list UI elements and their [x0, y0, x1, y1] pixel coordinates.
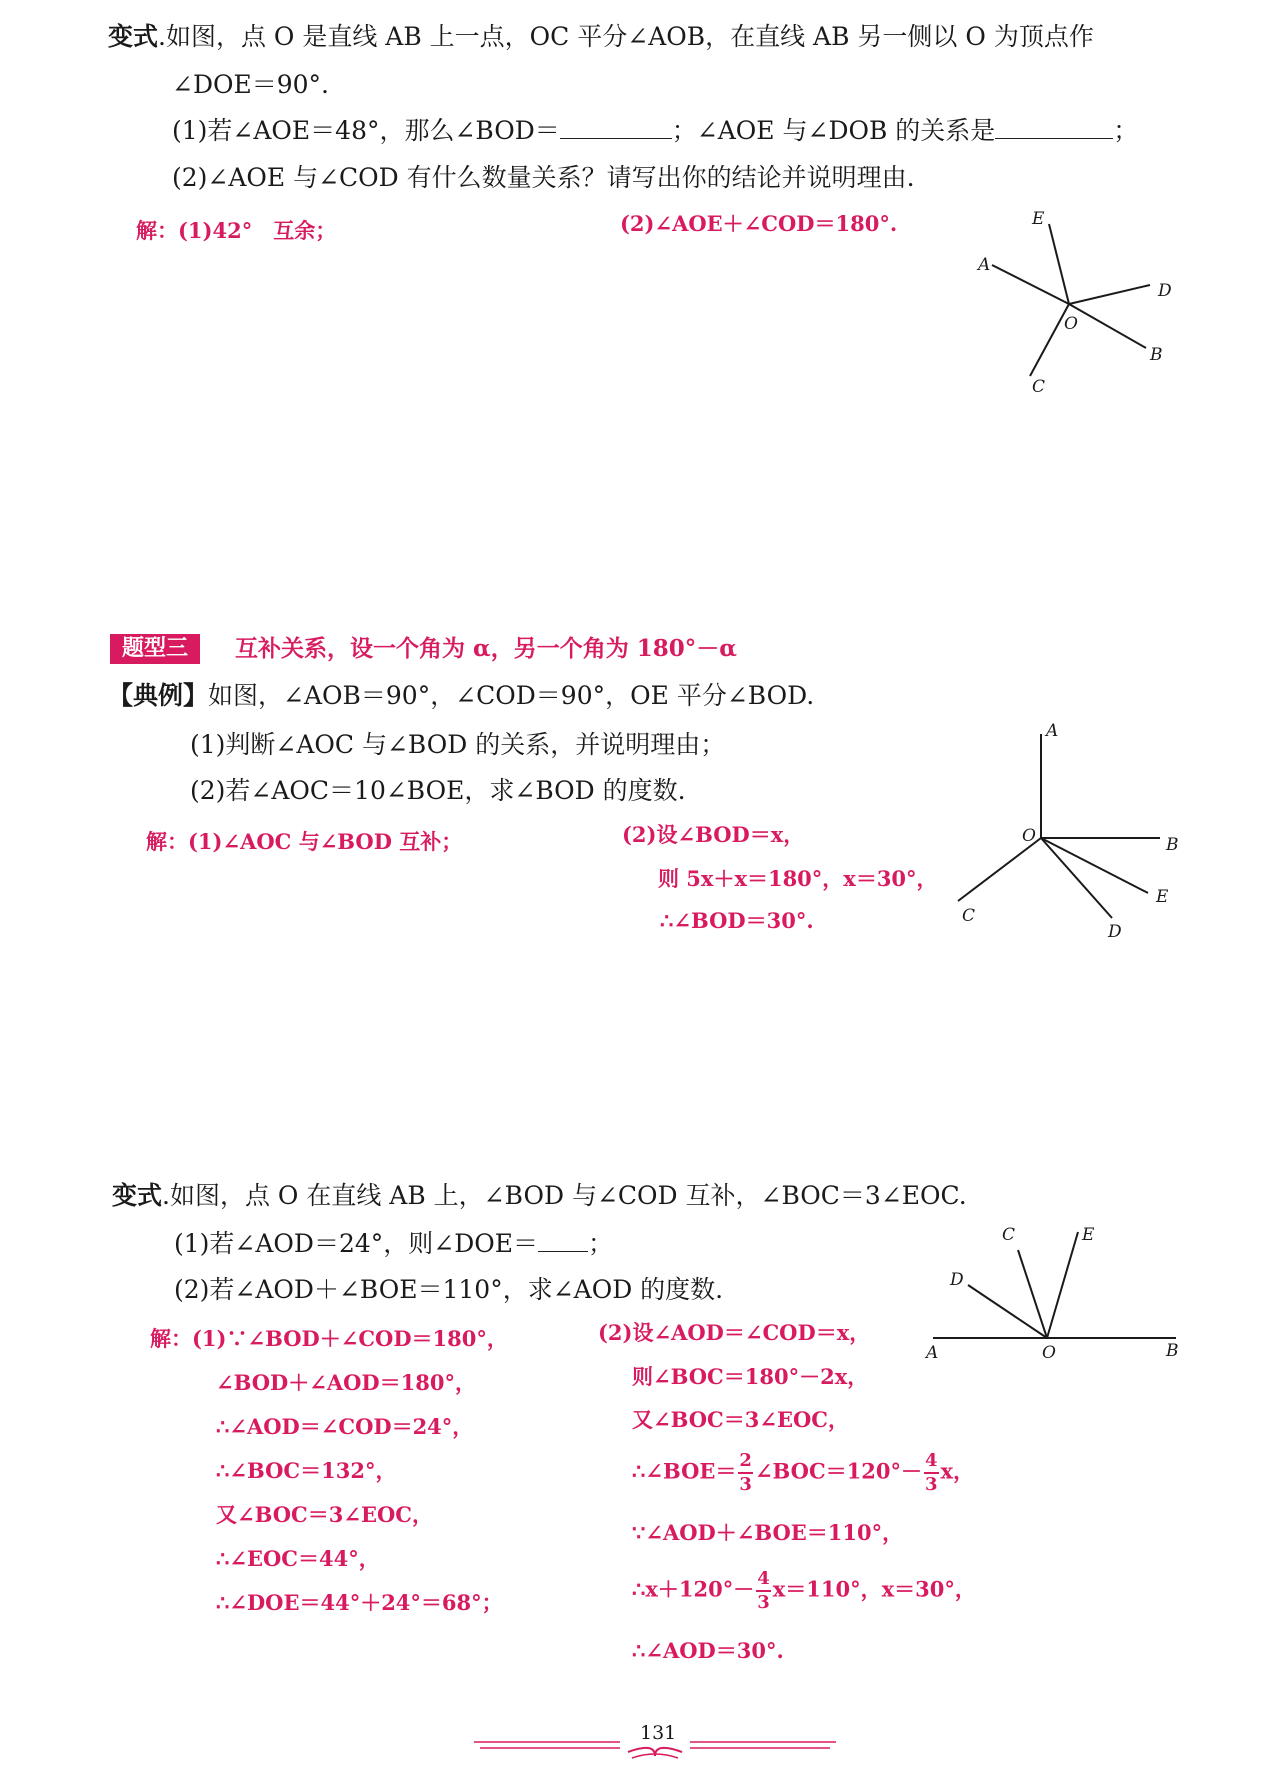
problem2-left-line2: ∠BOD＋∠AOD＝180°，	[216, 1370, 476, 1395]
fraction-denominator: 3	[739, 1474, 752, 1495]
line6-part-b: x＝110°，x＝30°，	[772, 1576, 976, 1602]
problem2-left-line4: ∴∠BOC＝132°，	[216, 1458, 397, 1483]
page-number: 131	[640, 1722, 677, 1744]
label-o: O	[1064, 314, 1078, 334]
line4-part-a: ∴∠BOE＝	[632, 1458, 737, 1484]
line4-part-b: ∠BOC＝120°－	[754, 1458, 923, 1484]
problem2-right-line1: (2)设∠AOD＝∠COD＝x，	[598, 1320, 871, 1345]
problem1-q1-part-b: ；∠AOE 与∠DOB 的关系是	[671, 116, 996, 145]
problem2-left-line6: ∴∠EOC＝44°，	[216, 1546, 380, 1571]
problem2-left-line3: ∴∠AOD＝∠COD＝24°，	[216, 1414, 474, 1439]
label-b: B	[1166, 1341, 1179, 1361]
problem2-right-line3: 又∠BOC＝3∠EOC，	[632, 1407, 849, 1432]
line4-part-c: x，	[940, 1458, 975, 1484]
problem1-q1-part-a: (1)若∠AOE＝48°，那么∠BOD＝	[172, 116, 560, 145]
example-question1: (1)判断∠AOC 与∠BOD 的关系，并说明理由；	[190, 730, 726, 759]
problem2-question2: (2)若∠AOD＋∠BOE＝110°，求∠AOD 的度数.	[174, 1275, 724, 1304]
label-c: C	[962, 906, 976, 926]
problem1-q1-part-c: ；	[1113, 116, 1139, 145]
example-answer2-line1: (2)设∠BOD＝x，	[622, 822, 805, 847]
example-stem-text: 如图，∠AOB＝90°，∠COD＝90°，OE 平分∠BOD.	[208, 681, 815, 710]
problem1-lead: 变式	[108, 22, 159, 51]
problem1-stem-line2: ∠DOE＝90°.	[172, 70, 329, 99]
label-a: A	[978, 255, 991, 275]
line6-part-a: ∴x＋120°－	[632, 1576, 755, 1602]
label-e: E	[1032, 209, 1045, 229]
problem2-left-line5: 又∠BOC＝3∠EOC，	[216, 1502, 433, 1527]
fraction-numerator: 4	[924, 1452, 939, 1474]
fraction-denominator: 3	[757, 1592, 770, 1613]
example-lead: 【典例】	[108, 681, 209, 710]
label-o: O	[1022, 826, 1036, 846]
problem2-right-line2: 则∠BOC＝180°－2x，	[632, 1364, 869, 1389]
section-title: 互补关系，设一个角为 α，另一个角为 180°－α	[235, 635, 737, 662]
label-e: E	[1156, 887, 1169, 907]
label-a: A	[1046, 721, 1059, 741]
example-answer2-line3: ∴∠BOD＝30°.	[660, 908, 814, 933]
example-answer1: 解：(1)∠AOC 与∠BOD 互补；	[146, 829, 463, 854]
example-answer2-line2: 则 5x＋x＝180°，x＝30°，	[658, 866, 938, 891]
label-c: C	[1032, 377, 1046, 397]
problem1-question2: (2)∠AOE 与∠COD 有什么数量关系？请写出你的结论并说明理由.	[172, 163, 915, 192]
label-o: O	[1042, 1343, 1056, 1363]
problem2-lead: 变式	[112, 1181, 163, 1210]
label-b: B	[1166, 835, 1179, 855]
fraction-numerator: 2	[738, 1452, 753, 1474]
problem2-left-line7: ∴∠DOE＝44°＋24°＝68°；	[216, 1590, 503, 1615]
label-d: D	[1108, 922, 1122, 942]
problem2-right-line7: ∴∠AOD＝30°.	[632, 1638, 784, 1663]
section-badge: 题型三	[110, 634, 200, 664]
problem2-left-line1: 解：(1)∵∠BOD＋∠COD＝180°，	[150, 1326, 508, 1351]
problem2-q1-part-b: ；	[588, 1229, 614, 1258]
problem1-answer2: (2)∠AOE＋∠COD＝180°.	[620, 211, 898, 236]
fraction-denominator: 3	[925, 1474, 938, 1495]
label-c: C	[1002, 1225, 1016, 1245]
problem2-right-line5: ∵∠AOD＋∠BOE＝110°，	[632, 1520, 904, 1545]
label-a: A	[926, 1343, 939, 1363]
problem2-q1-part-a: (1)若∠AOD＝24°，则∠DOE＝	[174, 1229, 539, 1258]
problem1-answer1: 解：(1)42° 互余；	[136, 218, 337, 243]
label-d: D	[1158, 281, 1172, 301]
label-d: D	[950, 1270, 964, 1290]
problem1-stem-text: .如图，点 O 是直线 AB 上一点，OC 平分∠AOB，在直线 AB 另一侧以 O 为顶点作	[158, 22, 1094, 51]
fraction-numerator: 4	[756, 1570, 771, 1592]
problem2-stem-text: .如图，点 O 在直线 AB 上，∠BOD 与∠COD 互补，∠BOC＝3∠EOC.	[162, 1181, 967, 1210]
example-question2: (2)若∠AOC＝10∠BOE，求∠BOD 的度数.	[190, 776, 686, 805]
label-e: E	[1082, 1225, 1095, 1245]
label-b: B	[1150, 345, 1163, 365]
